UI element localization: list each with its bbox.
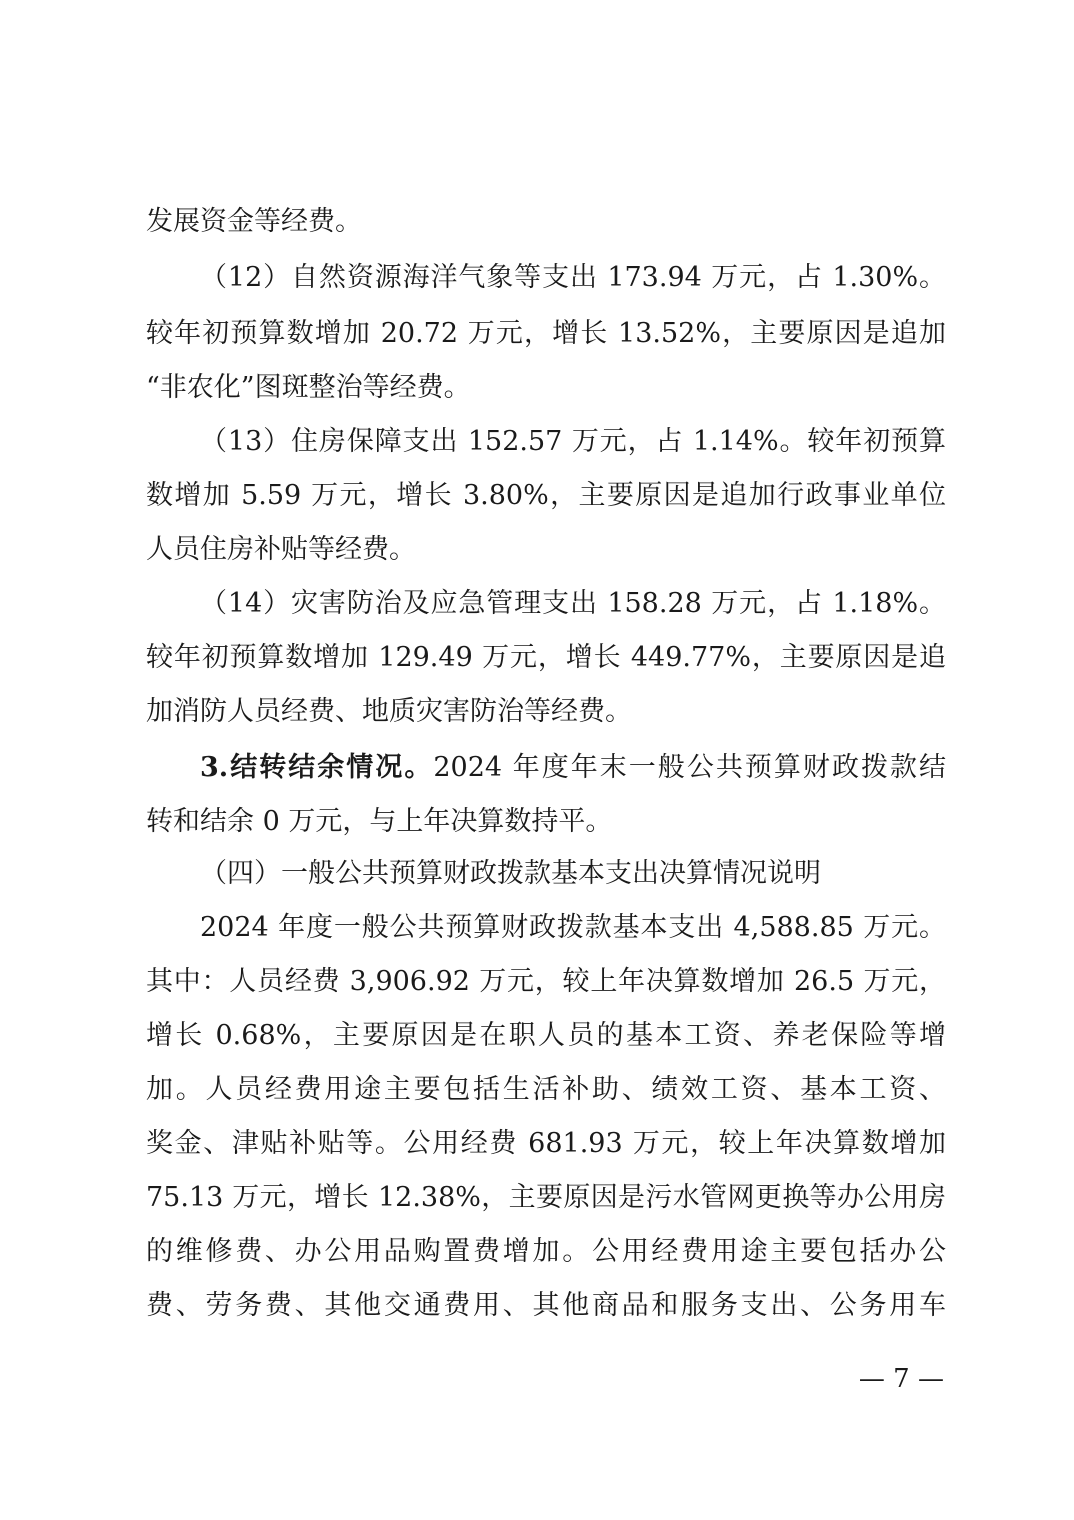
section-paragraph-line [200,742,946,794]
body-text-line: 加消防人员经费、地质灾害防治等经费。 [146,696,632,727]
section-subheading: （四）一般公共预算财政拨款基本支出决算情况说明 [200,858,821,889]
body-text-line: 的维修费、办公用品购置费增加。公用经费用途主要包括办公 [146,1236,946,1267]
section-heading: 3.结转结余情况。 [200,752,434,783]
body-text-line: 发展资金等经费。 [146,206,362,237]
body-text-line: 数增加 5.59 万元，增长 3.80%，主要原因是追加行政事业单位 [146,480,946,511]
body-text-line: 增长 0.68%，主要原因是在职人员的基本工资、养老保险等增 [146,1020,946,1051]
body-text-line: “非农化”图斑整治等经费。 [146,372,471,403]
body-text-line: （12）自然资源海洋气象等支出 173.94 万元，占 1.30%。 [200,262,946,293]
body-text-span: 2024 年度年末一般公共预算财政拨款结 [433,752,947,783]
body-text-line: 较年初预算数增加 129.49 万元，增长 449.77%，主要原因是追 [146,642,946,673]
body-text-line: 加。人员经费用途主要包括生活补助、绩效工资、基本工资、 [146,1074,946,1105]
page-number: — 7 — [858,1364,944,1394]
body-text-line: 费、劳务费、其他交通费用、其他商品和服务支出、公务用车 [146,1290,946,1321]
body-text-line: 2024 年度一般公共预算财政拨款基本支出 4,588.85 万元。 [200,912,946,943]
body-text-line: （14）灾害防治及应急管理支出 158.28 万元，占 1.18%。 [200,588,946,619]
body-text-line: 较年初预算数增加 20.72 万元，增长 13.52%，主要原因是追加 [146,318,946,349]
body-text-line: 其中：人员经费 3,906.92 万元，较上年决算数增加 26.5 万元， [146,966,946,997]
body-text-line: 75.13 万元，增长 12.38%，主要原因是污水管网更换等办公用房 [146,1182,946,1213]
body-text-line: 人员住房补贴等经费。 [146,534,416,565]
body-text-line: （13）住房保障支出 152.57 万元，占 1.14%。较年初预算 [200,426,946,457]
body-text-line: 转和结余 0 万元，与上年决算数持平。 [146,806,613,837]
body-text-line: 奖金、津贴补贴等。公用经费 681.93 万元，较上年决算数增加 [146,1128,946,1159]
